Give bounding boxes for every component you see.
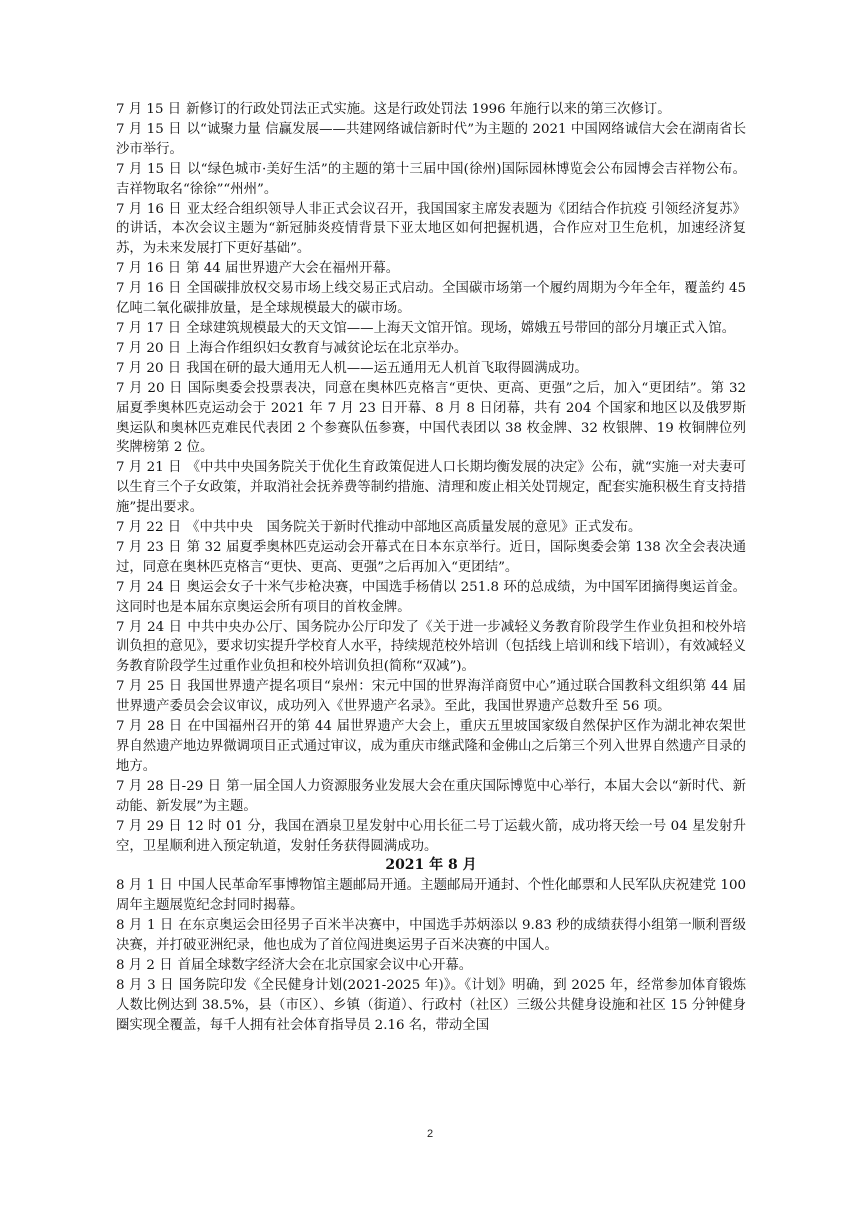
entry-text: 中共中央办公厅、国务院办公厅印发了《关于进一步减轻义务教育阶段学生作业负担和校外培训负担的意见》，要求切实提升学校育人水平，持续规范校外培训（包括线上培训和线下培训），有效减轻义务教育阶段学生过重作业负担和校外培训负担(简称“双减”)。 <box>116 619 747 675</box>
entry-date: 8 月 3 日 <box>116 977 174 993</box>
entry-date: 7 月 24 日 <box>116 619 183 635</box>
chronology-entry <box>116 538 746 578</box>
document-body <box>116 100 746 1036</box>
chronology-entry <box>116 339 746 359</box>
chronology-entry <box>116 916 746 956</box>
chronology-entry <box>116 160 746 200</box>
entry-text: 《中共中央 国务院关于新时代推动中部地区高质量发展的意见》正式发布。 <box>186 520 642 536</box>
entry-date: 7 月 29 日 <box>116 818 182 834</box>
entry-date: 7 月 15 日 <box>116 102 182 117</box>
entry-date: 7 月 21 日 <box>116 460 182 476</box>
chronology-entry <box>116 259 746 279</box>
august-heading: 2021 年 8 月 <box>385 857 477 874</box>
entry-text: 新修订的行政处罚法正式实施。这是行政处罚法 1996 年施行以来的第三次修订。 <box>186 102 671 117</box>
entry-text: 在东京奥运会田径男子百米半决赛中，中国选手苏炳添以 9.83 秒的成绩获得小组第一顺利晋级决赛，并打破亚洲纪录，他也成为了首位闯进奥运男子百米决赛的中国人。 <box>116 918 747 954</box>
entry-text: 国际奥委会投票表决，同意在奥林匹克格言“更快、更高、更强”之后，加入“更团结”。第 32 届夏季奥林匹克运动会于 2021 年 7 月 23 日开幕、8 月 8 日闭幕，共有 204 个国家和地区以及俄罗斯奥运队和奥林匹克难民代表团 2 个参赛队伍参赛，中国代表团以 38 枚金牌、32 枚银牌、19 枚铜牌位列奖牌榜第 2 位。 <box>116 380 746 456</box>
entry-text: 全国碳排放权交易市场上线交易正式启动。全国碳市场第一个履约周期为今年全年，覆盖约 45 亿吨二氧化碳排放量，是全球规模最大的碳市场。 <box>116 281 747 317</box>
entry-date: 7 月 17 日 <box>116 320 182 336</box>
entry-text: 第一届全国人力资源服务业发展大会在重庆国际博览中心举行，本届大会以“新时代、新动能、新发展”为主题。 <box>116 778 747 814</box>
entry-text: 亚太经合组织领导人非正式会议召开，我国国家主席发表题为《团结合作抗疫 引领经济复苏》的讲话，本次会议主题为“新冠肺炎疫情背景下亚太地区如何把握机遇，合作应对卫生危机，加速经济复苏，为未来发展打下更好基础”。 <box>116 201 746 257</box>
entry-text: 上海合作组织妇女教育与减贫论坛在北京举办。 <box>186 340 468 356</box>
chronology-entry <box>116 379 746 459</box>
entry-text: 全球建筑规模最大的天文馆——上海天文馆开馆。现场，嫦娥五号带回的部分月壤正式入馆。 <box>186 320 736 336</box>
chronology-entry <box>116 578 746 618</box>
chronology-entry <box>116 518 746 538</box>
entry-text: 在中国福州召开的第 44 届世界遗产大会上，重庆五里坡国家级自然保护区作为湖北神农架世界自然遗产地边界微调项目正式通过审议，成为重庆市继武隆和金佛山之后第三个列入世界自然遗产目录的地方。 <box>116 719 746 774</box>
entry-text: 我国在研的最大通用无人机——运五通用无人机首飞取得圆满成功。 <box>186 360 588 376</box>
entry-date: 7 月 28 日-29 日 <box>116 778 222 794</box>
entry-date: 7 月 15 日 <box>116 161 183 177</box>
entry-date: 7 月 23 日 <box>116 539 182 555</box>
entry-text: 中国人民革命军事博物馆主题邮局开通。主题邮局开通封、个性化邮票和人民军队庆祝建党 100 周年主题展览纪念封同时揭幕。 <box>116 878 747 914</box>
entry-date: 7 月 28 日 <box>116 719 183 735</box>
entry-date: 7 月 20 日 <box>116 340 182 356</box>
chronology-entry <box>116 876 746 916</box>
entry-date: 7 月 25 日 <box>116 679 183 695</box>
page-number: 2 <box>426 1128 434 1140</box>
chronology-entry <box>116 359 746 379</box>
entry-text: 国务院印发《全民健身计划(2021-2025 年)》。《计划》明确，到 2025 年，经常参加体育锻炼人数比例达到 38.5%，县（市区）、乡镇（街道）、行政村（社区）三级公共健身设施和社区 15 分钟健身圈实现全覆盖，每千人拥有社会体育指导员 2.16 名，带动全国 <box>116 977 747 1033</box>
chronology-entry <box>116 618 746 678</box>
chronology-entry <box>116 777 746 817</box>
chronology-entry <box>116 677 746 717</box>
entry-text: 以“绿色城市·美好生活”的主题的第十三届中国(徐州)国际园林博览会公布园博会吉祥物公布。吉祥物取名“徐徐”“州州”。 <box>116 161 746 197</box>
chronology-entry <box>116 319 746 339</box>
chronology-entry <box>116 717 746 777</box>
chronology-entry <box>116 200 746 260</box>
entry-date: 7 月 15 日 <box>116 121 182 137</box>
chronology-entry <box>116 817 746 857</box>
entry-text: 奥运会女子十米气步枪决赛，中国选手杨倩以 251.8 环的总成绩，为中国军团摘得奥运首金。这同时也是本届东京奥运会所有项目的首枚金牌。 <box>116 579 746 615</box>
entry-date: 7 月 20 日 <box>116 360 182 376</box>
entry-text: 《中共中央国务院关于优化生育政策促进人口长期均衡发展的决定》公布，就“实施一对夫妻可以生育三个子女政策，并取消社会抚养费等制约措施、清理和废止相关处罚规定，配套实施积极生育支持措施”提出要求。 <box>116 460 747 516</box>
chronology-entry <box>116 976 746 1036</box>
entry-date: 8 月 2 日 <box>116 957 173 973</box>
entry-text: 第 44 届世界遗产大会在福州开幕。 <box>186 261 400 277</box>
chronology-entry <box>116 100 746 120</box>
entry-date: 7 月 22 日 <box>116 520 182 536</box>
entry-text: 以“诚聚力量 信赢发展——共建网络诚信新时代”为主题的 2021 中国网络诚信大会在湖南省长沙市举行。 <box>116 121 746 157</box>
entry-text: 第 32 届夏季奥林匹克运动会开幕式在日本东京举行。近日，国际奥委会第 138 次全会表决通过，同意在奥林匹克格言“更快、更高、更强”之后再加入“更团结”。 <box>116 539 747 575</box>
entry-date: 7 月 16 日 <box>116 281 182 297</box>
chronology-entry <box>116 458 746 518</box>
entry-date: 7 月 20 日 <box>116 380 183 396</box>
chronology-entry <box>116 956 746 976</box>
entry-text: 12 时 01 分，我国在酒泉卫星发射中心用长征二号丁运载火箭，成功将天绘一号 04 星发射升空，卫星顺利进入预定轨道，发射任务获得圆满成功。 <box>116 818 746 854</box>
entry-date: 8 月 1 日 <box>116 878 173 894</box>
august-entry-list <box>116 876 746 1035</box>
chronology-entry <box>116 120 746 160</box>
entry-date: 7 月 16 日 <box>116 201 182 217</box>
entry-date: 8 月 1 日 <box>116 918 174 934</box>
july-entry-list <box>116 100 746 856</box>
entry-date: 7 月 24 日 <box>116 579 182 595</box>
chronology-entry <box>116 279 746 319</box>
entry-date: 7 月 16 日 <box>116 261 182 277</box>
entry-text: 首届全球数字经济大会在北京国家会议中心开幕。 <box>177 957 473 973</box>
entry-text: 我国世界遗产提名项目“泉州：宋元中国的世界海洋商贸中心”通过联合国教科文组织第 44 届世界遗产委员会会议审议，成功列入《世界遗产名录》。至此，我国世界遗产总数升至 56 项。 <box>116 679 747 715</box>
